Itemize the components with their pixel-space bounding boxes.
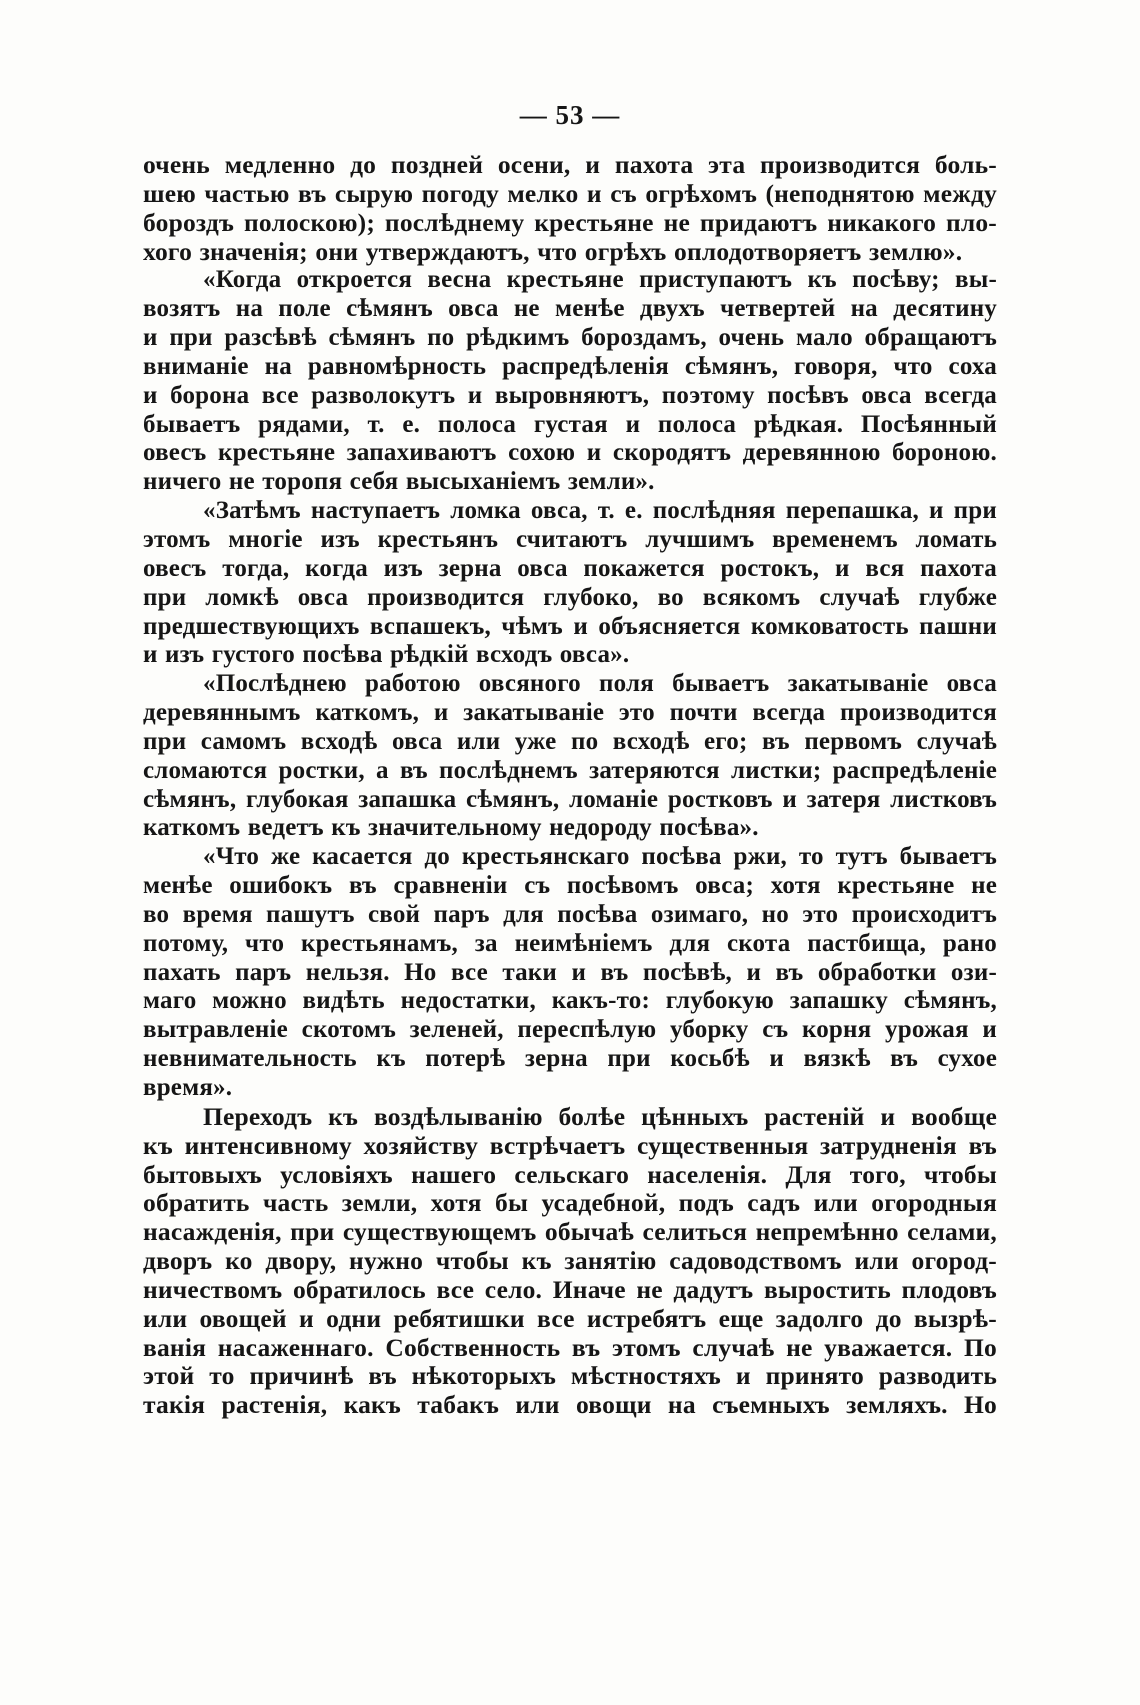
- text-line: потому, что крестьянамъ, за неимѣніемъ для скота пастбища, рано: [143, 929, 997, 957]
- text-line: дворъ ко двору, нужно чтобы къ занятію садоводствомъ или огород-: [143, 1246, 997, 1276]
- text-line: хого значенія; они утверждаютъ, что огрѣхъ оплодотворяетъ землю».: [143, 236, 963, 266]
- text-line: и при разсѣвѣ сѣмянъ по рѣдкимъ бороздамъ, очень мало обращаютъ: [143, 324, 997, 352]
- text-line: бываетъ рядами, т. е. полоса густая и полоса рѣдкая. Посѣянный: [143, 410, 997, 438]
- text-line: вытравленіе скотомъ зеленей, переспѣлую уборку съ корня урожая и: [143, 1016, 997, 1044]
- text-line: невнимательность къ потерѣ зерна при косьбѣ и вязкѣ въ сухое: [143, 1045, 997, 1073]
- text-line: ванія насаженнаго. Собственность въ этомъ случаѣ не уважается. По: [143, 1332, 997, 1362]
- paragraph-4: [143, 670, 997, 843]
- text-line: бытовыхъ условіяхъ нашего сельскаго населенія. Для того, чтобы: [143, 1159, 997, 1189]
- text-line: очень медленно до поздней осени, и пахота эта производится боль-: [143, 150, 997, 179]
- text-line: вниманіе на равномѣрность распредѣленія сѣмянъ, говоря, что соха: [143, 352, 997, 380]
- paragraph-5: [143, 843, 997, 1103]
- text-line: овесъ тогда, когда изъ зерна овса покажется ростокъ, и вся пахота: [143, 554, 997, 582]
- text-line: или овощей и одни ребятишки все истребятъ еще задолго до вызрѣ-: [143, 1303, 997, 1333]
- text-line: Переходъ къ воздѣлыванію болѣе цѣнныхъ растеній и вообще: [203, 1101, 997, 1131]
- text-line: такія растенія, какъ табакъ или овощи на съемныхъ земляхъ. Но: [143, 1390, 997, 1420]
- text-line: къ интенсивному хозяйству встрѣчаетъ существенныя затрудненія въ: [143, 1130, 997, 1160]
- text-line: и изъ густого посѣва рѣдкій всходъ овса».: [143, 641, 630, 669]
- text-line: «Что же касается до крестьянскаго посѣва ржи, то тутъ бываетъ: [203, 843, 997, 871]
- text-line: сломаются ростки, а въ послѣднемъ затеряются листки; распредѣленіе: [143, 756, 997, 784]
- body-text: [143, 151, 997, 1420]
- text-line: при самомъ всходѣ овса или уже по всходѣ его; въ первомъ случаѣ: [143, 727, 997, 755]
- text-line: деревяннымъ каткомъ, и закатываніе это почти всегда производится: [143, 699, 997, 727]
- text-line: этой то причинѣ въ нѣкоторыхъ мѣстностяхъ и принято разводить: [143, 1361, 997, 1391]
- text-line: насажденія, при существующемъ обычаѣ селиться непремѣнно селами,: [143, 1217, 997, 1247]
- text-line: при ломкѣ овса производится глубоко, во всякомъ случаѣ глубже: [143, 583, 997, 611]
- paragraph-1: [143, 151, 997, 266]
- paragraph-2: [143, 266, 997, 497]
- text-line: предшествующихъ вспашекъ, чѣмъ и объясняется комковатость пашни: [143, 612, 997, 640]
- text-line: ничествомъ обратилось все село. Иначе не дадутъ выростить плодовъ: [143, 1274, 997, 1304]
- text-line: этомъ многіе изъ крестьянъ считаютъ лучшимъ временемъ ломать: [143, 525, 997, 553]
- text-line: и борона все разволокутъ и выровняютъ, поэтому посѣвъ овса всегда: [143, 381, 997, 409]
- text-line: овесъ крестьяне запахиваютъ сохою и скородятъ деревянною бороною.: [143, 439, 997, 467]
- text-line: менѣе ошибокъ въ сравненіи съ посѣвомъ овса; хотя крестьяне не: [143, 872, 997, 900]
- paragraph-3: [143, 497, 997, 670]
- text-line: сѣмянъ, глубокая запашка сѣмянъ, ломаніе ростковъ и затеря листковъ: [143, 785, 997, 813]
- text-line: во время пашутъ свой паръ для посѣва озимаго, но это происходитъ: [143, 900, 997, 928]
- text-line: каткомъ ведетъ къ значительному недороду посѣва».: [143, 814, 759, 842]
- text-line: возятъ на поле сѣмянъ овса не менѣе двухъ четвертей на десятину: [143, 295, 997, 323]
- text-line: «Послѣднею работою овсяного поля бываетъ закатываніе овса: [203, 670, 997, 698]
- text-line: ничего не торопя себя высыханіемъ земли».: [143, 468, 655, 496]
- text-line: шею частью въ сырую погоду мелко и съ огрѣхомъ (неподнятою между: [143, 178, 997, 208]
- text-line: маго можно видѣть недостатки, какъ-то: глубокую запашку сѣмянъ,: [143, 987, 997, 1015]
- page-number: — 53 —: [519, 100, 621, 130]
- text-line: пахать паръ нельзя. Но все таки и въ посѣвѣ, и въ обработки ози-: [143, 958, 997, 986]
- paragraph-6: [143, 1103, 997, 1420]
- text-line: «Затѣмъ наступаетъ ломка овса, т. е. послѣдняя перепашка, и при: [203, 497, 997, 525]
- text-line: «Когда откроется весна крестьяне приступаютъ къ посѣву; вы-: [203, 266, 997, 294]
- text-line: бороздъ полоскою); послѣднему крестьяне не придаютъ никакого пло-: [143, 207, 997, 237]
- text-line: обратить часть земли, хотя бы усадебной, подъ садъ или огородныя: [143, 1188, 997, 1218]
- text-line: время».: [143, 1074, 233, 1101]
